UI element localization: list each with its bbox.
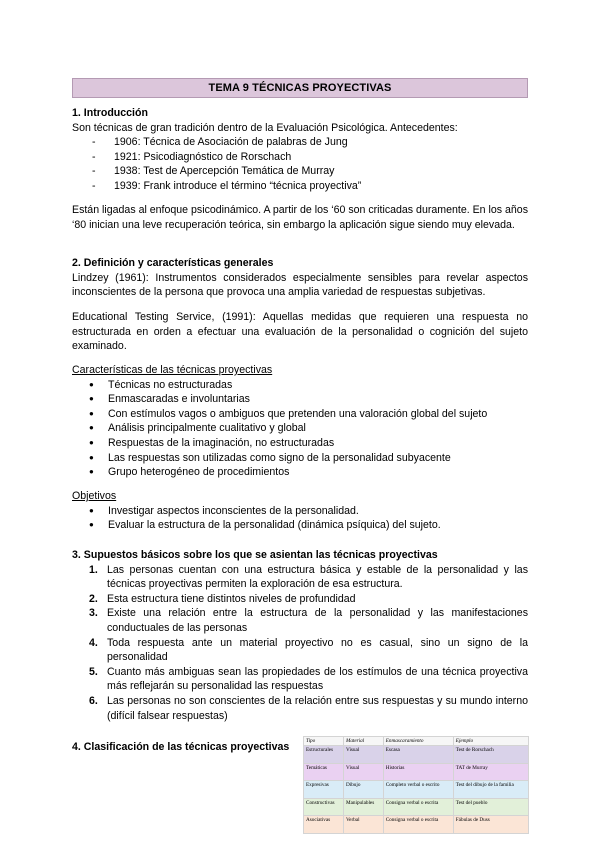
table-cell: Historias	[383, 763, 453, 781]
item-text: Las personas cuentan con una estructura básica y estable de la personalidad y las técnicas proyectivas permiten la exploración de esa estructura.	[107, 563, 528, 591]
caracteristicas-block	[72, 363, 528, 480]
table-cell: Escasa	[383, 746, 453, 764]
table-cell: Asociativas	[304, 816, 344, 834]
enfoque-paragraph: Están ligadas al enfoque psicodinámico. A partir de los ‘60 son criticadas duramente. En los años ‘80 inician una leve recuperación teórica, sin embargo la aplicación sigue siendo muy elevada.	[72, 204, 528, 231]
caracteristicas-list	[72, 378, 528, 480]
section-clasificacion-heading: 4. Clasificación de las técnicas proyectivas	[72, 741, 290, 753]
intro-paragraph: Son técnicas de gran tradición dentro de la Evaluación Psicológica. Antecedentes:	[72, 121, 458, 134]
list-item: ● Enmascaradas e involuntarias	[72, 392, 528, 407]
table-cell: Estructurales	[304, 746, 344, 764]
objetivos-list	[72, 504, 528, 533]
list-item: ● Investigar aspectos inconscientes de la personalidad.	[72, 504, 528, 519]
item-text: Toda respuesta ante un material proyectivo no es casual, sino un signo de la personalidad	[107, 636, 528, 664]
list-item: ● Técnicas no estructuradas	[72, 378, 528, 393]
table-header-cell: Tipo	[304, 737, 344, 746]
item-text: Cuanto más ambiguas sean las propiedades de los estímulos de una técnica proyectiva más reflejarán su personalidad las respuestas	[107, 665, 528, 693]
table-cell: Test del pueblo	[453, 798, 528, 816]
table-row	[304, 746, 529, 764]
list-item: ● Las respuestas son utilizadas como signo de la personalidad subyacente	[72, 451, 528, 466]
subsection-heading: Características de las técnicas proyectivas	[72, 364, 273, 376]
item-number: 3.	[89, 607, 98, 620]
objetivos-block	[72, 489, 528, 533]
list-item: ● Análisis principalmente cualitativo y global	[72, 421, 528, 436]
table-cell: Dibujo	[344, 781, 384, 799]
table-cell: TAT de Murray	[453, 763, 528, 781]
item-number: 6.	[89, 694, 98, 707]
table-cell: Temáticas	[304, 763, 344, 781]
section-introduccion	[72, 106, 528, 194]
table-cell: Fábulas de Duss	[453, 816, 528, 834]
table-cell: Constructivas	[304, 798, 344, 816]
table-cell: Consigna verbal o escrita	[383, 798, 453, 816]
section-supuestos	[72, 548, 528, 723]
item-text: Las personas no son conscientes de la relación entre sus respuestas y su mundo interno (difícil falsear respuestas)	[107, 694, 528, 722]
list-item: ● Con estímulos vagos o ambiguos que pretenden una valoración global del sujeto	[72, 407, 528, 422]
list-item: ● Grupo heterogéneo de procedimientos	[72, 465, 528, 480]
ets-paragraph: Educational Testing Service, (1991): Aquellas medidas que requieren una respuesta no estructurada en orden a efectuar una evaluación de la personalidad o cognición del sujeto examinado.	[72, 311, 528, 353]
table-header-cell: Material	[344, 737, 384, 746]
section-definicion	[72, 256, 528, 300]
section-heading: 1. Introducción	[72, 107, 148, 119]
table-cell: Completo verbal o escrito	[383, 781, 453, 799]
table-header-cell: Ejemplo	[453, 737, 528, 746]
list-item: - 1921: Psicodiagnóstico de Rorschach	[72, 150, 528, 165]
table-row	[304, 798, 529, 816]
supuestos-list	[72, 563, 528, 724]
lindzey-paragraph: Lindzey (1961): Instrumentos considerados especialmente sensibles para revelar aspectos inconscientes de la persona que provoca una amplia variedad de respuestas subjetivas.	[72, 271, 528, 299]
table-cell: Manipulables	[344, 798, 384, 816]
table-row	[304, 816, 529, 834]
list-item	[72, 694, 528, 723]
table-header-row	[304, 737, 529, 746]
document-title: TEMA 9 TÉCNICAS PROYECTIVAS	[72, 78, 528, 98]
list-item: - 1939: Frank introduce el término “técnica proyectiva”	[72, 179, 528, 194]
item-text: Existe una relación entre la estructura de la personalidad y las manifestaciones conductuales de las personas	[107, 607, 528, 634]
section-heading: 3. Supuestos básicos sobre los que se asientan las técnicas proyectivas	[72, 549, 438, 561]
item-number: 4.	[89, 636, 98, 649]
table-row	[304, 781, 529, 799]
list-item: - 1938: Test de Apercepción Temática de Murray	[72, 164, 528, 179]
list-item: ● Evaluar la estructura de la personalidad (dinámica psíquica) del sujeto.	[72, 518, 528, 533]
item-number: 5.	[89, 665, 98, 678]
antecedentes-list	[72, 135, 528, 193]
subsection-heading: Objetivos	[72, 490, 117, 502]
list-item	[72, 563, 528, 592]
table-cell: Verbal	[344, 816, 384, 834]
list-item	[72, 665, 528, 694]
table-cell: Consigna verbal o escrita	[383, 816, 453, 834]
item-number: 1.	[89, 563, 98, 576]
section-heading: 2. Definición y características generales	[72, 257, 274, 269]
clasificacion-table	[303, 736, 529, 834]
list-item: - 1906: Técnica de Asociación de palabras de Jung	[72, 135, 528, 150]
table-cell: Test de Rorschach	[453, 746, 528, 764]
item-text: Esta estructura tiene distintos niveles de profundidad	[107, 592, 356, 605]
list-item: ● Respuestas de la imaginación, no estructuradas	[72, 436, 528, 451]
table-cell: Expresivas	[304, 781, 344, 799]
list-item	[72, 606, 528, 635]
table-cell: Visual	[344, 746, 384, 764]
table-row	[304, 763, 529, 781]
table-header-cell: Enmascaramiento	[383, 737, 453, 746]
list-item	[72, 592, 528, 607]
list-item	[72, 636, 528, 665]
table-cell: Visual	[344, 763, 384, 781]
item-number: 2.	[89, 592, 98, 605]
table-cell: Test del dibujo de la familia	[453, 781, 528, 799]
